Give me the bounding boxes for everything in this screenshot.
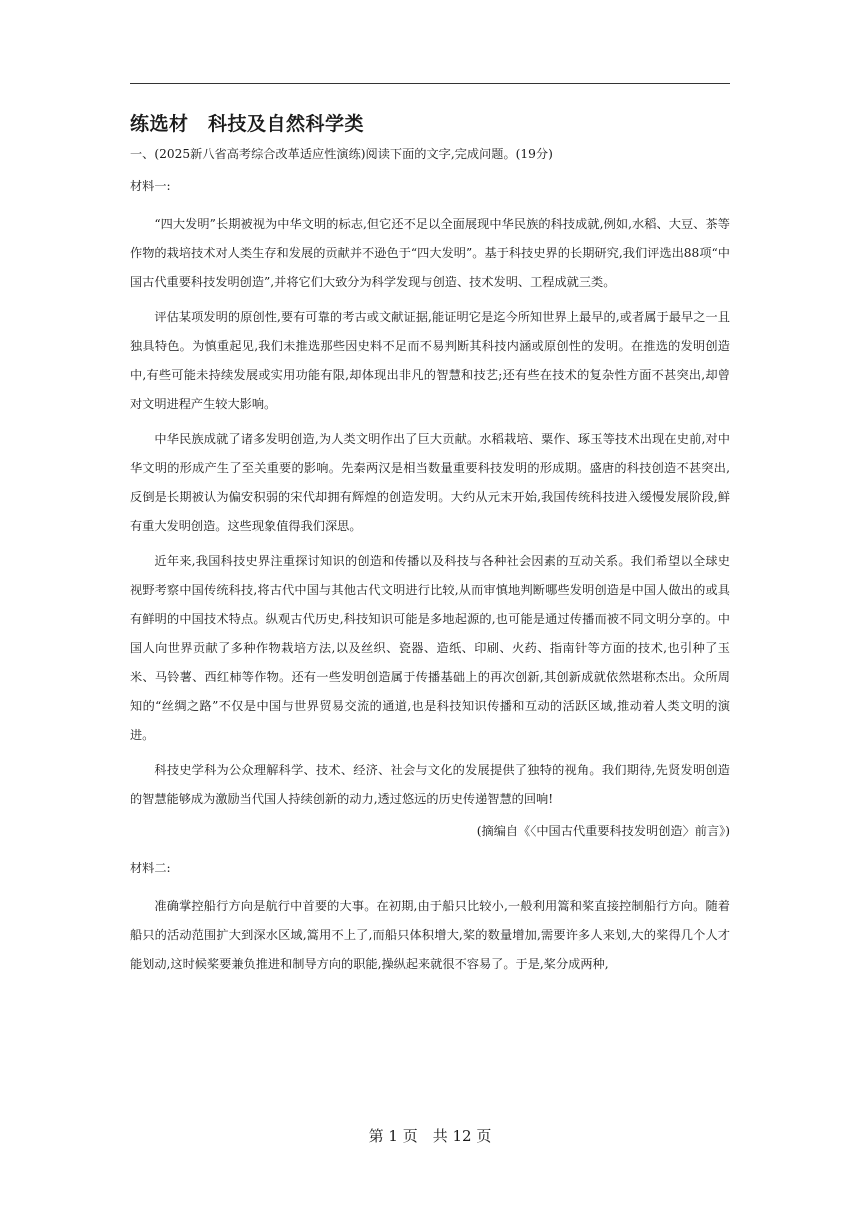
document-body [130,110,730,985]
header-rule [130,83,730,84]
material-2-label: 材料二: [130,861,171,875]
material-1-label: 材料一: [130,179,171,193]
page-footer: 第 1 页 共 12 页 [368,1127,492,1145]
material-1-paragraph: 评估某项发明的原创性,要有可靠的考古或文献证据,能证明它是迄今所知世界上最早的,或者属于最早之一且独具特色。为慎重起见,我们未推选那些因史料不足而不易判断其科技内涵或原创性的发明。在推选的发明创造中,有些可能未持续发展或实用功能有限,却体现出非凡的智慧和技艺;还有些在技术的复杂性方面不甚突出,却曾对文明进程产生较大影响。 [130,310,730,411]
material-2-paragraph: 准确掌控船行方向是航行中首要的大事。在初期,由于船只比较小,一般利用篙和桨直接控制船行方向。随着船只的活动范围扩大到深水区域,篙用不上了,而船只体积增大,桨的数量增加,需要许多人来划,大的桨得几个人才能划动,这时候桨要兼负推进和制导方向的职能,操纵起来就很不容易了。于是,桨分成两种, [130,899,730,971]
question-heading: 一、(2025新八省高考综合改革适应性演练)阅读下面的文字,完成问题。(19分) [130,147,553,161]
material-1-paragraph: 科技史学科为公众理解科学、技术、经济、社会与文化的发展提供了独特的视角。我们期待,先贤发明创造的智慧能够成为激励当代国人持续创新的动力,透过悠远的历史传递智慧的回响! [130,763,730,806]
material-1-paragraph: 近年来,我国科技史界注重探讨知识的创造和传播以及科技与各种社会因素的互动关系。我们希望以全球史视野考察中国传统科技,将古代中国与其他古代文明进行比较,从而审慎地判断哪些发明创造是中国人做出的或具有鲜明的中国技术特点。纵观古代历史,科技知识可能是多地起源的,也可能是通过传播而被不同文明分享的。中国人向世界贡献了多种作物栽培方法,以及丝织、瓷器、造纸、印刷、火药、指南针等方面的技术,也引种了玉米、马铃薯、西红柿等作物。还有一些发明创造属于传播基础上的再次创新,其创新成就依然堪称杰出。众所周知的“丝绸之路”不仅是中国与世界贸易交流的通道,也是科技知识传播和互动的活跃区域,推动着人类文明的演进。 [130,554,730,742]
material-1-source: (摘编自《〈中国古代重要科技发明创造〉前言》) [476,824,730,838]
material-1-paragraph: “四大发明”长期被视为中华文明的标志,但它还不足以全面展现中华民族的科技成就,例如,水稻、大豆、茶等作物的栽培技术对人类生存和发展的贡献并不逊色于“四大发明”。基于科技史界的长期研究,我们评选出88项“中国古代重要科技发明创造”,并将它们大致分为科学发现与创造、技术发明、工程成就三类。 [130,217,730,289]
material-1-paragraph: 中华民族成就了诸多发明创造,为人类文明作出了巨大贡献。水稻栽培、粟作、琢玉等技术出现在史前,对中华文明的形成产生了至关重要的影响。先秦两汉是相当数量重要科技发明的形成期。盛唐的科技创造不甚突出,反倒是长期被认为偏安积弱的宋代却拥有辉煌的创造发明。大约从元末开始,我国传统科技进入缓慢发展阶段,鲜有重大发明创造。这些现象值得我们深思。 [130,432,730,533]
section-title: 练选材 科技及自然科学类 [130,113,365,135]
